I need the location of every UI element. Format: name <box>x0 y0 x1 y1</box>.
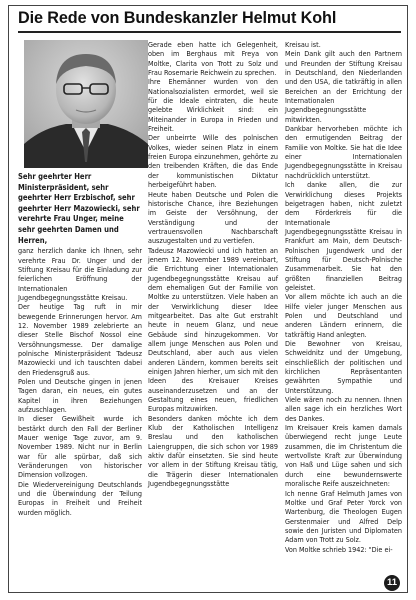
paragraph: Vor allem möchte ich auch an die Hilfe vieler junger Menschen aus Polen und Deutschland und anderen Ländern erinnern, die tatkräftig Hand anlegten. <box>285 292 402 339</box>
paragraph: Besonders danken möchte ich dem Klub der Katholischen Intelligenz Breslau und den katholischen Laiengruppen, die sich schon vor 1989 aktiv dafür einsetzten. Sie sind heute vor allem in der Stiftung Kreisau tätig, die Trägerin dieser Internationalen Jugendbegegnungsstätte <box>148 413 278 489</box>
column-right <box>285 40 402 554</box>
paragraph: ganz herzlich danke ich Ihnen, sehr verehrte Frau Dr. Unger und der Stiftung Kreisau für die Einladung zur feierlichen Eröffnung der Internationalen Jugendbegegnungsstätte Kreisau. <box>18 246 142 302</box>
paragraph: Polen und Deutsche gingen in jenen Tagen daran, ein neues, ein gutes Kapitel in ihren Beziehungen aufzuschlagen. <box>18 376 142 414</box>
paragraph: Ich danke allen, die zur Verwirklichung dieses Projekts beigetragen haben, nicht zuletzt dem Förderkreis für die Internationale Jugendbegegnungsstätte Kreisau in Frankfurt am Main, dem Deutsch-Polnischen Jugendwerk und der Stiftung für Deutsch-Polnische Zusammenarbeit. Sie hat den größten finanziellen Beitrag geleistet. <box>285 180 402 292</box>
paragraph: Die Wiedervereinigung Deutschlands und die Überwindung der Teilung Europas in Freiheit und Freiheit wurden möglich. <box>18 479 142 517</box>
paragraph: Viele wären noch zu nennen. Ihnen allen sage ich ein herzliches Wort des Dankes. <box>285 395 402 423</box>
salutation: Sehr geehrter Herr Ministerpräsident, sehr geehrter Herr Erzbischof, sehr geehrter Herr Mazowiecki, sehr verehrte Frau Unger, meine sehr geehrten Damen und Herren, <box>18 172 140 245</box>
paragraph: Der heutige Tag ruft in mir bewegende Erinnerungen hervor. Am 12. November 1989 zelebrierte an dieser Stelle Bischof Nossol eine Versöhnungsmesse. Der damalige polnische Ministerpräsident Tadeusz Mazowiecki und ich tauschten dabei den Friedensgruß aus. <box>18 302 142 377</box>
paragraph: Kreisau ist. <box>285 40 321 49</box>
column-middle <box>148 40 278 489</box>
portrait-photo <box>24 40 148 168</box>
page-title: Die Rede von Bundeskanzler Helmut Kohl <box>18 9 337 27</box>
paragraph: Dankbar hervorheben möchte ich den ermutigenden Beitrag der Familie von Moltke. Sie hat die Idee einer Internationalen Jugendbegegnungsstätte in Kreisau nachdrücklich unterstützt. <box>285 124 402 180</box>
portrait-illustration <box>24 40 148 168</box>
paragraph: Der unbeirrte Wille des polnischen Volkes, wieder seinen Platz in einem freien Europa einzunehmen, gehörte zu den treibenden Kräften, die das Ende der kommunistischen Diktatur herbeigeführt haben. <box>148 133 278 190</box>
paragraph: Mein Dank gilt auch den Partnern und Freunden der Stiftung Kreisau in Deutschland, den Niederlanden und den USA, die tatkräftig in allen Bereichen an der Errichtung der Internationalen Jugendbegegnungsstätte mitwirkten. <box>285 49 402 124</box>
paragraph: Ich nenne Graf Helmuth James von Moltke und Graf Peter Yorck von Wartenburg, die Theologen Eugen Gerstenmaier und Alfred Delp sowie den Juristen und Diplomaten Adam von Trott zu Solz. <box>285 488 402 545</box>
paragraph: Tadeusz Mazowiecki und ich hatten an jenem 12. November 1989 vereinbart, die Errichtung einer Internationalen Jugendbegegnungsstätte Kreisau auf dem ehemaligen Gut der Familie von Moltke zu unterstützen. Viele haben an der Verwirklichung dieser Idee mitgearbeitet. Das alte Gut erstrahlt heute in neuem Glanz, und neue Gebäude sind hinzugekommen. Vor allem junge Menschen aus Polen und Deutschland, aber auch aus vielen anderen Ländern, kommen bereits seit einigen Jahren hierher, um sich mit den Ideen des Kreisauer Kreises auseinanderzusetzen und an der Gestaltung eines neuen, friedlichen Europas mitzuwirken. <box>148 245 278 414</box>
title-rule <box>18 31 401 33</box>
column-left <box>18 172 142 517</box>
paragraph: Gerade eben hatte ich Gelegenheit, oben im Berghaus mit Freya von Moltke, Clarita von Trott zu Solz und Frau Rosemarie Reichwein zu sprechen. <box>148 40 278 78</box>
paragraph: Heute haben Deutsche und Polen die historische Chance, ihre Beziehungen im Geiste der Versöhnung, der Verständigung und der vertrauensvollen Nachbarschaft auszugestalten und zu vertiefen. <box>148 189 278 246</box>
paragraph: Im Kreisauer Kreis kamen damals überwiegend recht junge Leute zusammen, die im Christentum die wertvollste Kraft zur Überwindung von Haß und Lüge sahen und sich durch eine bewundernswerte moralische Reife auszeichneten: <box>285 423 402 489</box>
paragraph: Die Bewohner von Kreisau, Schweidnitz und der Umgebung, einschließlich der politischen und kirchlichen Repräsentanten gewährten Sympathie und Unterstützung. <box>285 339 402 395</box>
paragraph: In dieser Gewißheit wurde ich bestärkt durch den Fall der Berliner Mauer wenige Tage zuvor, am 9. November 1989. Nicht nur in Berlin war für alle spürbar, daß sich Veränderungen von historischer Dimension vollzogen. <box>18 414 142 480</box>
paragraph: Ihre Ehemänner wurden von den Nationalsozialisten ermordet, weil sie für die Ideale eintraten, die heute gelebte Wirklichkeit sind: ein Miteinander in Europa in Frieden und Freiheit. <box>148 77 278 134</box>
paragraph: Von Moltke schrieb 1942: "Die ei- <box>285 544 393 554</box>
page-number-badge: 11 <box>384 575 400 591</box>
